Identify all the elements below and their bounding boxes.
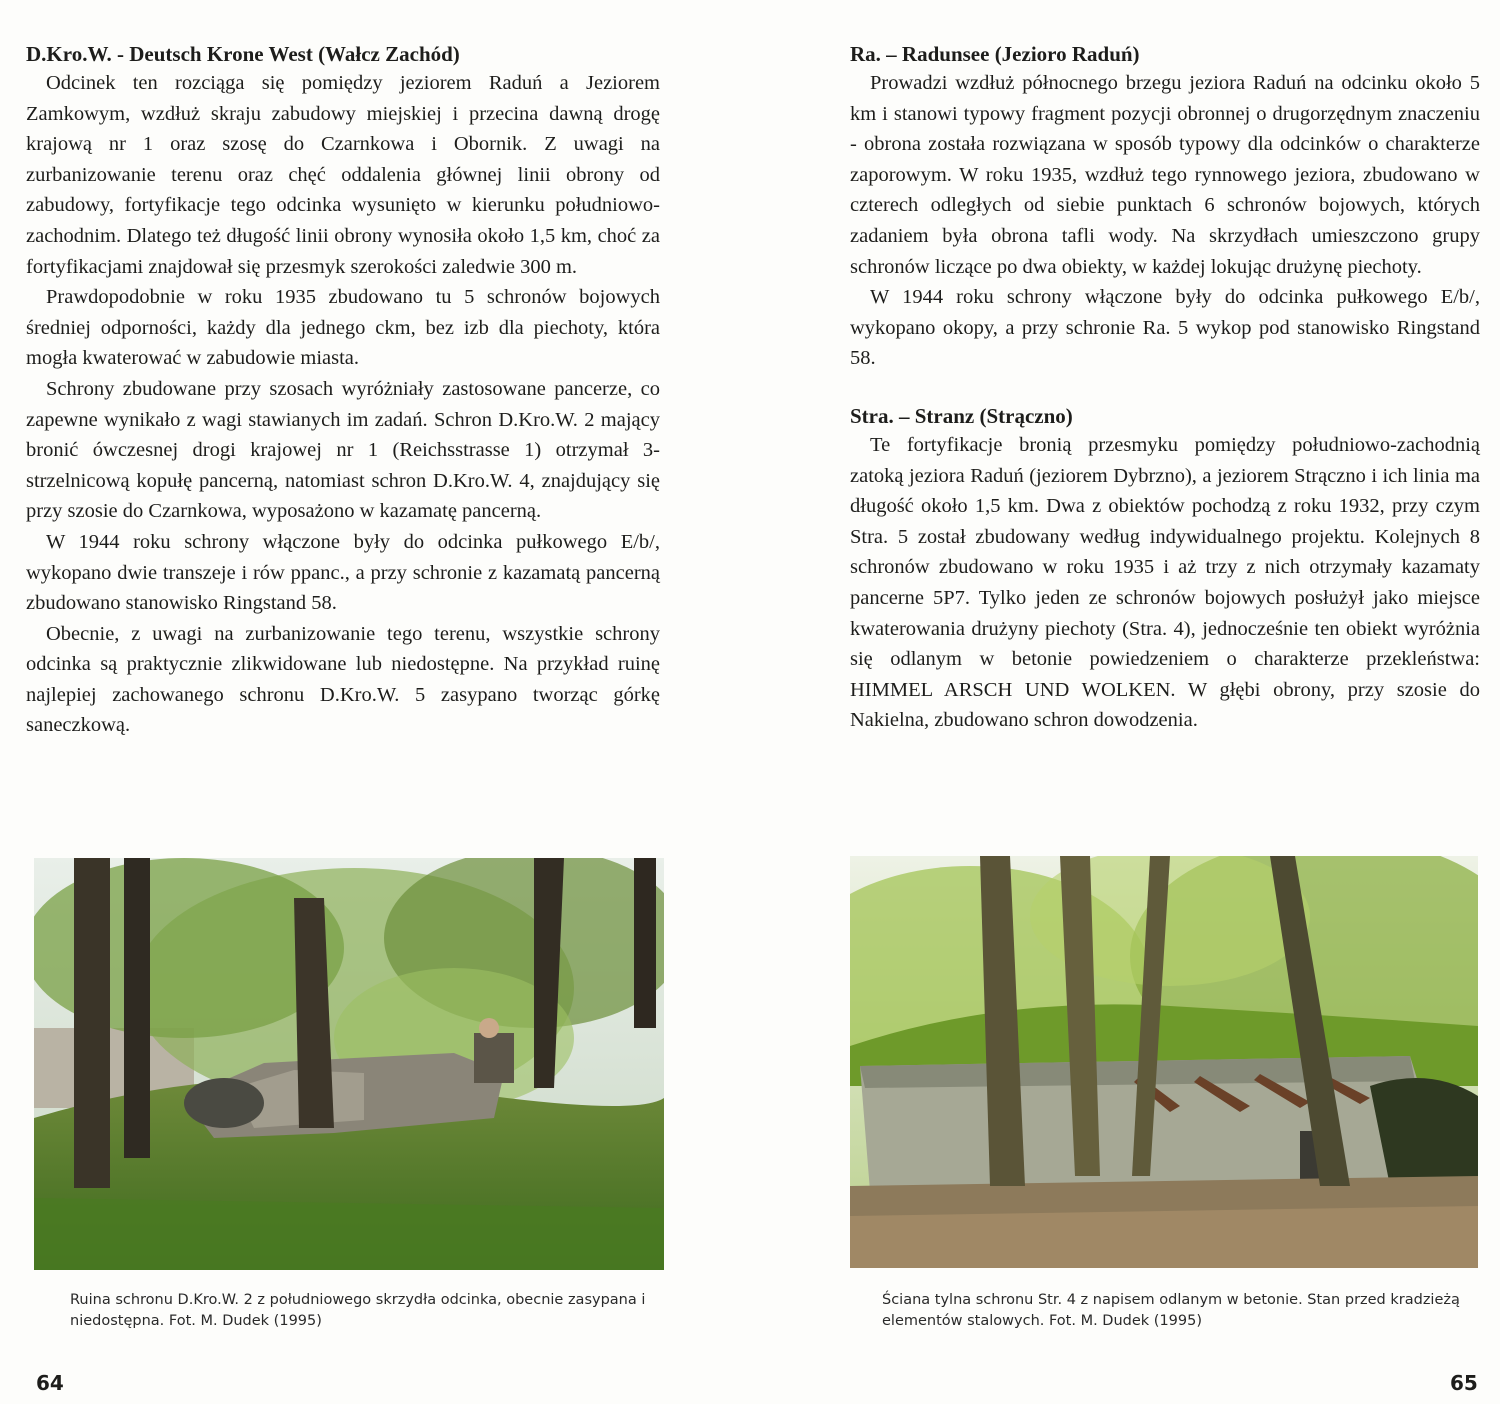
- photo-bunker-wall: [850, 856, 1478, 1268]
- section-title: Ra. – Radunsee: [850, 42, 990, 66]
- right-text-column: [850, 40, 1480, 736]
- section-title: D.Kro.W. - Deutsch Krone West: [26, 42, 313, 66]
- section-polish-name: (Jezioro Raduń): [994, 42, 1140, 66]
- section-heading-stra: [850, 402, 1480, 430]
- section-heading-dkrow: [26, 40, 660, 68]
- section-polish-name: (Wałcz Zachód): [318, 42, 460, 66]
- paragraph: Obecnie, z uwagi na zurbanizowanie tego terenu, wszystkie schrony odcinka są praktycznie zlikwidowane lub niedostępne. Na przykład ruinę najlepiej zachowanego schronu D.Kro.W. 5 zasypano tworząc górkę saneczkową.: [26, 622, 660, 737]
- section-title: Stra. – Stranz: [850, 403, 975, 428]
- section-heading-ra: [850, 40, 1480, 68]
- photo-bunker-ruin: [34, 858, 664, 1270]
- section-gap: [850, 374, 1480, 402]
- paragraph: Prawdopodobnie w roku 1935 zbudowano tu 5 schronów bojowych średniej odporności, każdy dla jednego ckm, bez izb dla piechoty, która mogła kwaterować w zabudowie miasta.: [26, 286, 660, 370]
- bunker-ruin-image: [34, 858, 664, 1270]
- left-text-column: [26, 40, 660, 741]
- bunker-wall-image: [850, 856, 1478, 1268]
- photo-caption: Ściana tylna schronu Str. 4 z napisem odlanym w betonie. Stan przed kradzieżą elementów stalowych. Fot. M. Dudek (1995): [882, 1292, 1460, 1329]
- right-page: [750, 0, 1500, 1404]
- paragraph: W 1944 roku schrony włączone były do odcinka pułkowego E/b/, wykopano dwie transzeje i rów ppanc., a przy schronie z kazamatą pancerną zbudowano stanowisko Ringstand 58.: [26, 530, 660, 615]
- page-number: 64: [36, 1371, 64, 1395]
- page-number: 65: [1450, 1371, 1478, 1395]
- paragraph: Prowadzi wzdłuż północnego brzegu jeziora Raduń na odcinku około 5 km i stanowi typowy fragment pozycji obronnej o drugorzędnym znaczeniu - obrona została rozwiązana w sposób typowy dla odcinków o charakterze zaporowym. W roku 1935, wzdłuż tego rynnowego jeziora, zbudowano w czterech odległych od siebie punktach 6 schronów bojowych, których zadaniem była obrona tafli wody. Na skrzydłach umieszczono grupy schronów liczące po dwa obiekty, w każdej lokując drużynę piechoty.: [850, 72, 1480, 278]
- paragraph: Schrony zbudowane przy szosach wyróżniały zastosowane pancerze, co zapewne wynikało z wagi stawianych im zadań. Schron D.Kro.W. 2 mający bronić ówczesnej drogi krajowej nr 1 (Reichsstrasse 1) otrzymał 3-strzelnicową kopułę pancerną, natomiast schron D.Kro.W. 4, znajdujący się przy szosie do Czarnkowa, wyposażono w kazamatę pancerną.: [26, 377, 660, 523]
- paragraph: Odcinek ten rozciąga się pomiędzy jeziorem Raduń a Jeziorem Zamkowym, wzdłuż skraju zabudowy miejskiej i przecina dawną drogę krajową nr 1 oraz szosę do Czarnkowa i Obornik. Z uwagi na zurbanizowanie terenu oraz chęć oddalenia głównej linii obrony od zabudowy, fortyfikacje tego odcinka wysunięto w kierunku południowo-zachodnim. Dlatego też długość linii obrony wynosiła około 1,5 km, choć za fortyfikacjami znajdował się przesmyk szerokości zaledwie 300 m.: [26, 72, 660, 278]
- section-polish-name: (Strączno): [979, 403, 1073, 428]
- photo-caption: Ruina schronu D.Kro.W. 2 z południowego skrzydła odcinka, obecnie zasypana i niedostępna. Fot. M. Dudek (1995): [70, 1292, 646, 1329]
- paragraph: Te fortyfikacje bronią przesmyku pomiędzy południowo-zachodnią zatoką jeziora Raduń (jeziorem Dybrzno), a jeziorem Strączno i ich linia ma długość około 1,5 km. Dwa z obiektów pochodzą z roku 1932, przy czym Stra. 5 został zbudowany według indywidualnego projektu. Kolejnych 8 schronów zbudowano w roku 1935 i aż trzy z nich otrzymały kazamaty pancerne 5P7. Tylko jeden ze schronów bojowych posłużył jako miejsce kwaterowania drużyny piechoty (Stra. 4), jednocześnie ten obiekt wyróżnia się odlanym w betonie powiedzeniem o charakterze przekleństwa: HIMMEL ARSCH UND WOLKEN. W głębi obrony, przy szosie do Nakielna, zbudowano schron dowodzenia.: [850, 433, 1480, 732]
- paragraph: W 1944 roku schrony włączone były do odcinka pułkowego E/b/, wykopano okopy, a przy schronie Ra. 5 wykop pod stanowisko Ringstand 58.: [850, 286, 1480, 370]
